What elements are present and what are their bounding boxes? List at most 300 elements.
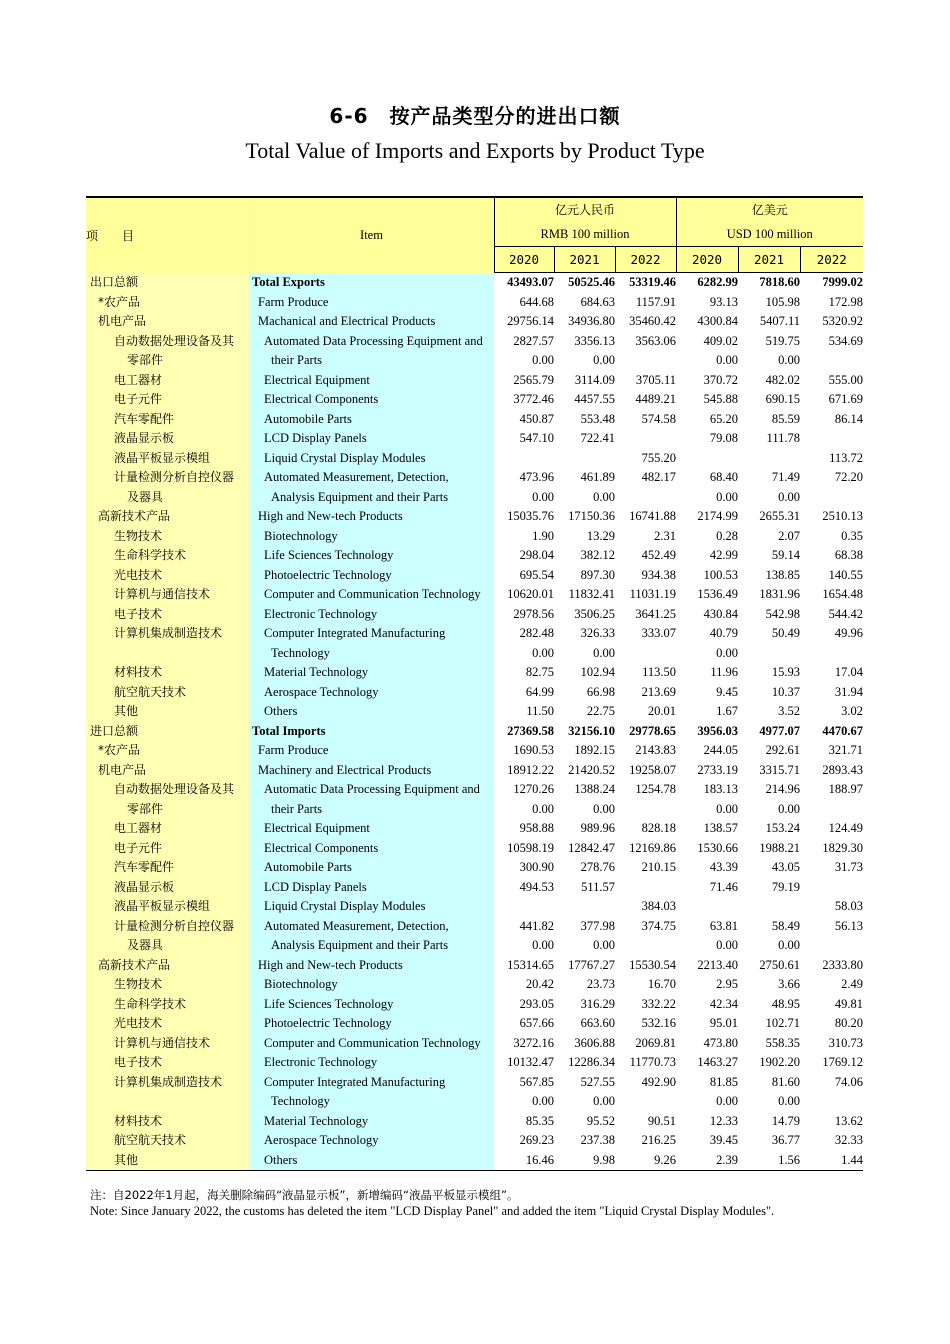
value-cell: 17150.36	[568, 509, 615, 523]
row-label-cn: 光电技术	[86, 566, 249, 586]
row-label-en: Automated Data Processing Equipment and	[249, 332, 494, 352]
value-cell: 1530.66	[697, 840, 738, 855]
row-label-en: Photoelectric Technology	[249, 1014, 494, 1034]
table-row	[86, 546, 863, 566]
row-label-cn: 材料技术	[86, 1112, 249, 1132]
value-cell: 19258.07	[629, 762, 676, 777]
value-cell: 1.56	[778, 1152, 800, 1167]
value-cell: 567.85	[519, 1074, 554, 1089]
value-cell: 558.35	[765, 1035, 800, 1050]
footnote-cn: 注：自2022年1月起，海关删除编码“液晶显示板”，新增编码“液晶平板显示模组”。	[90, 1188, 519, 1202]
value-cell: 2333.80	[822, 957, 863, 972]
value-cell: 282.48	[519, 626, 554, 640]
row-label-en: their Parts	[249, 800, 494, 820]
row-label-cn: 自动数据处理设备及其	[86, 780, 249, 800]
value-cell: 3114.09	[574, 372, 615, 387]
value-cell: 59.14	[771, 548, 800, 562]
row-label-cn: 生命科学技术	[86, 995, 249, 1015]
value-cell: 95.01	[709, 1016, 738, 1030]
value-cell	[738, 644, 800, 664]
value-cell: 553.48	[580, 411, 615, 426]
row-label-en: Analysis Equipment and their Parts	[249, 936, 494, 956]
value-cell: 574.58	[641, 411, 676, 426]
table-row	[86, 351, 863, 371]
row-label-cn: 电工器材	[86, 371, 249, 391]
value-cell	[800, 351, 863, 371]
value-cell: 0.00	[778, 938, 800, 952]
value-cell: 519.75	[765, 333, 800, 348]
value-cell: 534.69	[828, 333, 863, 348]
row-label-cn: 计算机集成制造技术	[86, 624, 249, 644]
value-cell: 4977.07	[759, 723, 800, 738]
row-label-cn: 出口总额	[86, 273, 249, 293]
value-cell	[554, 897, 615, 917]
value-cell: 2565.79	[513, 372, 554, 387]
row-label-en: High and New-tech Products	[249, 956, 494, 976]
value-cell: 0.00	[593, 801, 615, 816]
value-cell: 29778.65	[629, 723, 676, 738]
value-cell: 897.30	[580, 567, 615, 582]
row-label-en: Electrical Equipment	[249, 371, 494, 391]
row-label-cn: 汽车零配件	[86, 858, 249, 878]
row-label-cn: 计算机与通信技术	[86, 1034, 249, 1054]
value-cell: 1536.49	[697, 587, 738, 601]
value-cell: 153.24	[765, 821, 800, 835]
value-cell: 0.00	[778, 1094, 800, 1108]
value-cell: 82.75	[525, 665, 554, 679]
value-cell: 1769.12	[822, 1055, 863, 1069]
value-cell: 555.00	[828, 372, 863, 387]
value-cell: 23.73	[586, 977, 615, 991]
value-cell: 644.68	[519, 294, 554, 309]
value-cell	[800, 878, 863, 898]
value-cell: 532.16	[641, 1016, 676, 1030]
value-cell	[494, 897, 554, 917]
value-cell: 690.15	[765, 392, 800, 406]
row-label-en: Computer and Communication Technology	[249, 1034, 494, 1054]
value-cell: 85.35	[525, 1113, 554, 1128]
value-cell: 5320.92	[822, 314, 863, 328]
value-cell: 0.00	[532, 489, 554, 504]
table-row	[86, 332, 863, 352]
value-cell: 4457.55	[574, 392, 615, 406]
value-cell: 3272.16	[513, 1035, 554, 1050]
table-row	[86, 819, 863, 839]
value-cell: 3506.25	[574, 606, 615, 621]
table-row	[86, 527, 863, 547]
value-cell: 3606.88	[574, 1035, 615, 1050]
value-cell: 2978.56	[513, 606, 554, 621]
value-cell: 2143.83	[635, 743, 676, 757]
header-item-en: Item	[249, 197, 494, 273]
value-cell	[615, 488, 676, 508]
table-row	[86, 858, 863, 878]
row-label-en: Technology	[249, 644, 494, 664]
row-label-en: Biotechnology	[249, 527, 494, 547]
value-cell: 2069.81	[635, 1035, 676, 1050]
value-cell: 42.34	[709, 996, 738, 1011]
row-label-cn: 机电产品	[86, 312, 249, 332]
value-cell: 1.67	[716, 704, 738, 718]
value-cell: 1254.78	[635, 782, 676, 796]
value-cell: 2.07	[778, 528, 800, 543]
row-label-en: Total Imports	[249, 722, 494, 742]
value-cell: 1892.15	[574, 743, 615, 757]
row-label-cn: 高新技术产品	[86, 507, 249, 527]
row-label-cn: 航空航天技术	[86, 683, 249, 703]
value-cell: 0.28	[716, 528, 738, 543]
value-cell: 124.49	[828, 821, 863, 835]
value-cell: 321.71	[828, 743, 863, 757]
row-label-cn: 电子元件	[86, 390, 249, 410]
header-year: 2021	[738, 247, 800, 273]
value-cell: 409.02	[703, 333, 738, 348]
header-usd-cn: 亿美元	[751, 203, 788, 217]
value-cell: 63.81	[709, 918, 738, 933]
value-cell: 0.00	[716, 801, 738, 816]
value-cell: 39.45	[709, 1133, 738, 1147]
row-label-cn: 液晶平板显示模组	[86, 897, 249, 917]
value-cell	[738, 449, 800, 469]
value-cell: 36.77	[771, 1133, 800, 1147]
value-cell: 102.71	[765, 1016, 800, 1030]
value-cell: 450.87	[519, 411, 554, 426]
value-cell: 452.49	[641, 548, 676, 562]
value-cell: 13.29	[586, 528, 615, 543]
table-row	[86, 1131, 863, 1151]
value-cell: 22.75	[586, 704, 615, 718]
value-cell: 20.01	[647, 704, 676, 718]
header-year: 2022	[800, 247, 863, 273]
value-cell: 35460.42	[629, 314, 676, 328]
value-cell: 188.97	[828, 782, 863, 796]
value-cell	[676, 449, 738, 469]
value-cell: 0.00	[778, 489, 800, 504]
row-label-en: Computer and Communication Technology	[249, 585, 494, 605]
header-year: 2020	[494, 247, 554, 273]
value-cell: 11031.19	[629, 587, 676, 601]
header-rmb-cn: 亿元人民币	[554, 203, 615, 217]
value-cell: 0.35	[841, 528, 863, 543]
row-label-cn: 计量检测分析自控仪器	[86, 917, 249, 937]
value-cell	[615, 878, 676, 898]
value-cell: 21420.52	[568, 762, 615, 777]
value-cell: 3356.13	[574, 333, 615, 348]
row-label-en: Computer Integrated Manufacturing	[249, 1073, 494, 1093]
value-cell: 40.79	[709, 626, 738, 640]
row-label-en: LCD Display Panels	[249, 429, 494, 449]
row-label-cn: 计量检测分析自控仪器	[86, 468, 249, 488]
table-row	[86, 293, 863, 313]
row-label-cn: 生物技术	[86, 527, 249, 547]
value-cell: 10.37	[771, 684, 800, 699]
value-cell: 32.33	[834, 1133, 863, 1147]
value-cell: 7999.02	[822, 275, 863, 289]
value-cell: 0.00	[593, 489, 615, 504]
value-cell: 2.49	[841, 977, 863, 991]
value-cell	[615, 351, 676, 371]
table-row	[86, 702, 863, 722]
value-cell: 71.49	[771, 470, 800, 484]
row-label-en: Life Sciences Technology	[249, 546, 494, 566]
value-cell: 86.14	[834, 411, 863, 426]
table-row	[86, 1053, 863, 1073]
table-row	[86, 605, 863, 625]
header-usd-en: USD 100 million	[726, 227, 813, 241]
value-cell: 1654.48	[822, 587, 863, 601]
row-label-cn: 电工器材	[86, 819, 249, 839]
table-row	[86, 839, 863, 859]
value-cell: 210.15	[641, 860, 676, 874]
row-label-en: LCD Display Panels	[249, 878, 494, 898]
value-cell: 3641.25	[635, 606, 676, 621]
value-cell: 90.51	[647, 1113, 676, 1128]
row-label-cn: 生命科学技术	[86, 546, 249, 566]
value-cell: 172.98	[828, 294, 863, 309]
value-cell: 0.00	[593, 938, 615, 952]
value-cell: 138.57	[703, 821, 738, 835]
row-label-en: Electronic Technology	[249, 605, 494, 625]
value-cell: 544.42	[828, 606, 863, 621]
table-row	[86, 1034, 863, 1054]
row-label-en: Biotechnology	[249, 975, 494, 995]
row-label-cn: 汽车零配件	[86, 410, 249, 430]
row-label-cn: 光电技术	[86, 1014, 249, 1034]
row-label-cn: 生物技术	[86, 975, 249, 995]
value-cell: 527.55	[580, 1074, 615, 1089]
value-cell: 11832.41	[568, 587, 615, 601]
row-label-en: Material Technology	[249, 663, 494, 683]
value-cell: 333.07	[641, 626, 676, 640]
value-cell: 79.19	[771, 879, 800, 894]
value-cell	[615, 429, 676, 449]
value-cell: 100.53	[703, 567, 738, 582]
value-cell	[615, 644, 676, 664]
value-cell: 11.96	[710, 665, 738, 679]
value-cell	[800, 644, 863, 664]
table-row	[86, 644, 863, 664]
row-label-cn: 液晶平板显示模组	[86, 449, 249, 469]
value-cell: 1831.96	[759, 587, 800, 601]
table-row	[86, 449, 863, 469]
table-row	[86, 390, 863, 410]
value-cell: 14.79	[771, 1113, 800, 1128]
value-cell: 377.98	[580, 918, 615, 933]
value-cell	[494, 449, 554, 469]
value-cell: 278.76	[580, 860, 615, 874]
value-cell: 0.00	[593, 353, 615, 367]
value-cell: 68.40	[709, 470, 738, 484]
row-label-en: Automatic Data Processing Equipment and	[249, 780, 494, 800]
value-cell: 0.00	[532, 801, 554, 816]
value-cell: 958.88	[519, 821, 554, 835]
value-cell: 16.46	[525, 1152, 554, 1167]
row-label-en: Analysis Equipment and their Parts	[249, 488, 494, 508]
value-cell: 32156.10	[568, 723, 615, 738]
value-cell: 111.78	[766, 431, 800, 445]
table-row	[86, 761, 863, 781]
table-row	[86, 956, 863, 976]
row-label-cn: 电子技术	[86, 1053, 249, 1073]
row-label-cn: 其他	[86, 702, 249, 722]
row-label-en: Technology	[249, 1092, 494, 1112]
value-cell: 828.18	[641, 821, 676, 835]
value-cell: 237.38	[580, 1133, 615, 1147]
value-cell: 80.20	[834, 1016, 863, 1030]
value-cell: 31.94	[834, 684, 863, 699]
value-cell: 56.13	[834, 918, 863, 933]
value-cell: 473.96	[519, 470, 554, 484]
table-row	[86, 312, 863, 332]
value-cell: 48.95	[771, 996, 800, 1011]
row-label-en: Electronic Technology	[249, 1053, 494, 1073]
value-cell: 34936.80	[568, 314, 615, 328]
table-row	[86, 1014, 863, 1034]
header-usd-group	[676, 197, 863, 247]
value-cell	[615, 800, 676, 820]
value-cell: 43.05	[771, 860, 800, 874]
value-cell: 0.00	[532, 353, 554, 367]
value-cell: 461.89	[580, 470, 615, 484]
header-item-cn: 项 目	[86, 197, 249, 273]
value-cell	[800, 488, 863, 508]
row-label-en: Computer Integrated Manufacturing	[249, 624, 494, 644]
value-cell: 2750.61	[759, 957, 800, 972]
value-cell: 3772.46	[513, 392, 554, 406]
value-cell: 11770.73	[629, 1055, 676, 1069]
table-row	[86, 273, 863, 293]
value-cell	[738, 897, 800, 917]
value-cell: 0.00	[532, 1094, 554, 1108]
value-cell: 12286.34	[568, 1055, 615, 1069]
value-cell: 0.00	[716, 1094, 738, 1108]
row-label-en: Liquid Crystal Display Modules	[249, 449, 494, 469]
table-row	[86, 722, 863, 742]
value-cell: 93.13	[709, 294, 738, 309]
value-cell: 72.20	[834, 470, 863, 484]
page-title-en: Total Value of Imports and Exports by Product Type	[245, 138, 705, 163]
row-label-cn	[86, 1092, 249, 1112]
value-cell: 2213.40	[697, 957, 738, 972]
value-cell: 547.10	[519, 431, 554, 445]
value-cell: 2.39	[716, 1152, 738, 1167]
value-cell: 384.03	[641, 899, 676, 913]
row-label-cn: 进口总额	[86, 722, 249, 742]
row-label-cn: 计算机集成制造技术	[86, 1073, 249, 1093]
value-cell: 4300.84	[697, 314, 738, 328]
row-label-en: Electrical Components	[249, 839, 494, 859]
value-cell: 300.90	[519, 860, 554, 874]
value-cell: 3705.11	[635, 372, 676, 387]
value-cell: 0.00	[532, 938, 554, 952]
value-cell	[800, 429, 863, 449]
value-cell: 657.66	[519, 1016, 554, 1030]
row-label-en: Automated Measurement, Detection,	[249, 468, 494, 488]
row-label-cn: 液晶显示板	[86, 429, 249, 449]
value-cell: 81.60	[771, 1074, 800, 1089]
value-cell: 5407.11	[759, 314, 800, 328]
row-label-en: Farm Produce	[249, 293, 494, 313]
value-cell: 1.90	[532, 528, 554, 543]
value-cell: 7818.60	[759, 275, 800, 289]
row-label-en: Total Exports	[249, 273, 494, 293]
value-cell: 213.69	[641, 684, 676, 699]
row-label-en: Automated Measurement, Detection,	[249, 917, 494, 937]
value-cell: 382.12	[580, 548, 615, 562]
value-cell: 1829.30	[822, 840, 863, 855]
value-cell: 42.99	[709, 548, 738, 562]
table-row	[86, 585, 863, 605]
value-cell: 2174.99	[697, 509, 738, 523]
row-label-en: Others	[249, 702, 494, 722]
value-cell: 10132.47	[507, 1055, 554, 1069]
value-cell: 663.60	[580, 1016, 615, 1030]
value-cell: 292.61	[765, 743, 800, 757]
value-cell: 2733.19	[697, 762, 738, 777]
value-cell: 2.95	[716, 977, 738, 991]
table-row	[86, 1073, 863, 1093]
value-cell: 3.52	[778, 704, 800, 718]
table-row	[86, 371, 863, 391]
value-cell	[800, 800, 863, 820]
row-label-en: Photoelectric Technology	[249, 566, 494, 586]
value-cell: 9.26	[654, 1152, 676, 1167]
row-label-cn: 电子元件	[86, 839, 249, 859]
row-label-en: Machinery and Electrical Products	[249, 761, 494, 781]
value-cell: 370.72	[703, 372, 738, 387]
value-cell: 3.02	[841, 704, 863, 718]
value-cell: 9.45	[716, 684, 738, 699]
value-cell: 9.98	[593, 1152, 615, 1167]
row-label-en: Automobile Parts	[249, 858, 494, 878]
data-table	[86, 196, 863, 1171]
value-cell: 15035.76	[507, 509, 554, 523]
value-cell: 989.96	[580, 821, 615, 835]
value-cell	[800, 1092, 863, 1112]
row-label-en: Aerospace Technology	[249, 1131, 494, 1151]
value-cell: 29756.14	[507, 314, 554, 328]
value-cell: 2655.31	[759, 509, 800, 523]
value-cell: 684.63	[580, 294, 615, 309]
value-cell: 12842.47	[568, 840, 615, 855]
value-cell: 105.98	[765, 294, 800, 309]
value-cell: 2893.43	[822, 762, 863, 777]
value-cell: 0.00	[716, 938, 738, 952]
value-cell: 1902.20	[759, 1055, 800, 1069]
row-label-cn: 零部件	[86, 800, 249, 820]
row-label-en: Others	[249, 1151, 494, 1171]
value-cell: 16741.88	[629, 509, 676, 523]
value-cell	[615, 936, 676, 956]
table-row	[86, 468, 863, 488]
value-cell: 183.13	[703, 782, 738, 796]
value-cell: 81.85	[709, 1074, 738, 1089]
value-cell: 79.08	[709, 431, 738, 445]
table-row	[86, 1112, 863, 1132]
value-cell: 31.73	[834, 860, 863, 874]
value-cell: 269.23	[519, 1133, 554, 1147]
value-cell: 6282.99	[697, 275, 738, 289]
row-label-cn: 及器具	[86, 488, 249, 508]
value-cell: 374.75	[641, 918, 676, 933]
value-cell: 64.99	[525, 684, 554, 699]
value-cell: 216.25	[641, 1133, 676, 1147]
value-cell: 310.73	[828, 1035, 863, 1050]
value-cell: 17.04	[834, 665, 863, 679]
value-cell: 0.00	[778, 801, 800, 816]
value-cell: 17767.27	[568, 957, 615, 972]
value-cell: 2827.57	[513, 333, 554, 348]
